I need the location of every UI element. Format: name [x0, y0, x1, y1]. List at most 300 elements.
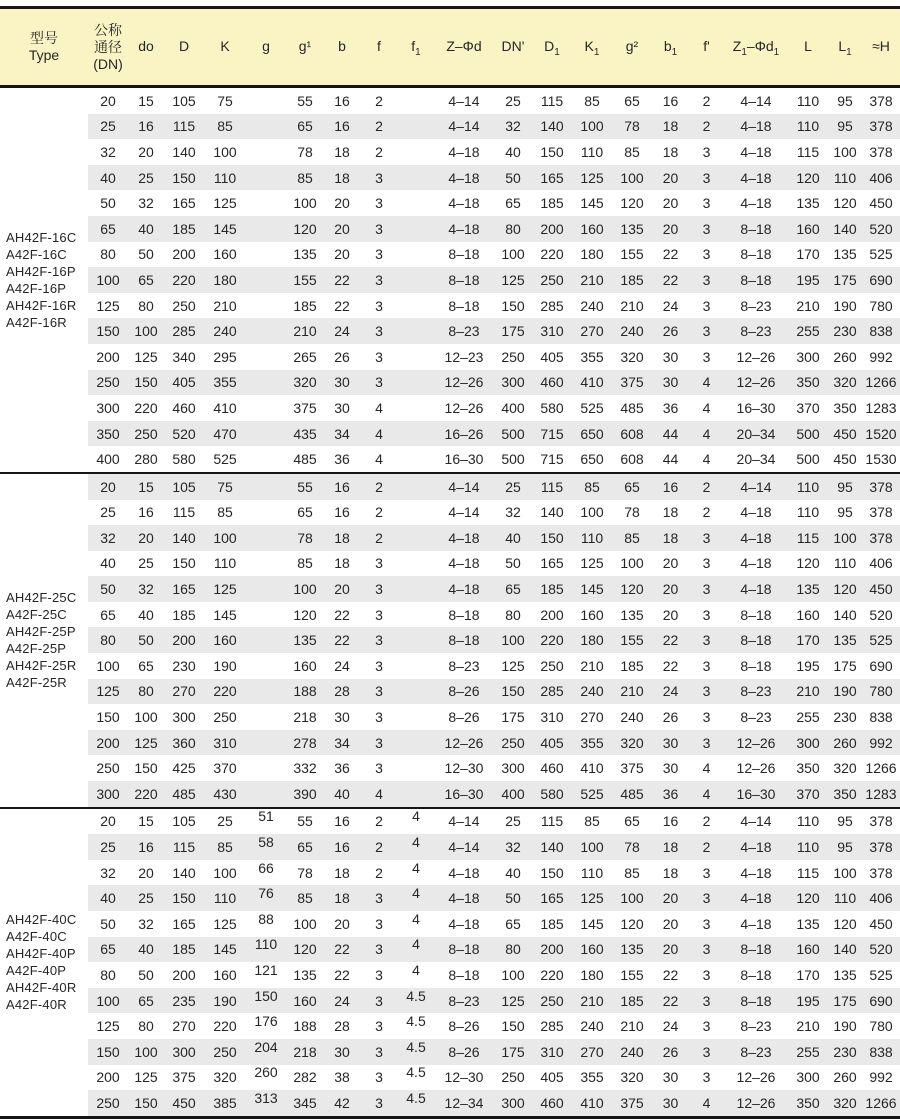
cell: 3: [702, 966, 711, 983]
cell: 66: [258, 859, 274, 876]
cell: 44: [652, 421, 689, 447]
cell: 4–14: [434, 473, 494, 500]
cell: [398, 653, 434, 679]
cell: 220: [128, 781, 164, 808]
cell: 8–23: [448, 657, 480, 674]
cell: 135: [293, 966, 317, 983]
cell: 3: [375, 1018, 383, 1035]
cell: 608: [620, 451, 644, 468]
cell: 992: [869, 348, 893, 365]
table-row: [0, 730, 900, 756]
column-header: K: [204, 8, 246, 87]
cell: 4: [375, 451, 383, 468]
cell: 78: [286, 525, 324, 551]
cell: 2: [360, 525, 398, 551]
cell: 378: [869, 504, 893, 521]
cell: [398, 500, 434, 526]
cell: [398, 679, 434, 705]
cell: 120: [788, 165, 828, 191]
column-header: $D_1$: [532, 8, 572, 87]
cell: 4: [360, 781, 398, 808]
cell: 28: [324, 679, 360, 705]
cell: 180: [204, 267, 246, 293]
cell: 2: [375, 143, 383, 160]
cell: [246, 704, 286, 730]
cell: 135: [293, 246, 317, 263]
cell: [246, 602, 286, 628]
cell: 190: [204, 988, 246, 1014]
cell: 3: [375, 606, 383, 623]
cell: 260: [833, 348, 857, 365]
cell: 145: [572, 576, 612, 602]
cell: 115: [532, 808, 572, 835]
cell: 170: [796, 966, 820, 983]
cell: 30: [324, 1039, 360, 1065]
cell: 121: [254, 961, 278, 978]
cell: 24: [324, 988, 360, 1014]
cell: [398, 139, 434, 165]
cell: 210: [612, 679, 652, 705]
table-row: [0, 885, 900, 911]
dn-header-line2: 通径: [94, 38, 122, 55]
cell: 345: [286, 1090, 324, 1117]
cell: 16: [128, 834, 164, 860]
cell: 8–23: [740, 1018, 772, 1035]
cell: 310: [532, 318, 572, 344]
cell: 4–18: [724, 165, 788, 191]
cell: 210: [572, 988, 612, 1014]
cell: 320: [828, 1090, 862, 1117]
cell: 50: [494, 885, 532, 911]
cell: 310: [532, 1039, 572, 1065]
cell: 78: [612, 114, 652, 140]
cell: 4–14: [434, 834, 494, 860]
cell: 240: [204, 318, 246, 344]
cell: 3: [702, 1018, 711, 1035]
cell: 40: [100, 555, 116, 572]
cell: 200: [540, 606, 564, 623]
table-row: [0, 370, 900, 396]
cell: 32: [100, 143, 116, 160]
cell: 110: [796, 504, 820, 521]
cell: [398, 730, 434, 756]
cell: 250: [501, 1069, 525, 1086]
table-row: [0, 679, 900, 705]
cell: 145: [213, 606, 237, 623]
table-row: [0, 627, 900, 653]
cell: 125: [134, 348, 158, 365]
cell: 120: [286, 937, 324, 963]
cell: 120: [788, 885, 828, 911]
cell: 285: [540, 297, 564, 314]
cell: [246, 114, 286, 140]
cell: 22: [334, 297, 350, 314]
cell: 78: [297, 864, 313, 881]
cell: 3: [702, 709, 711, 726]
cell: 105: [164, 808, 204, 835]
cell: 85: [286, 165, 324, 191]
cell: 4: [689, 781, 724, 808]
cell: 22: [662, 246, 679, 263]
cell: 405: [164, 370, 204, 396]
cell: 200: [164, 627, 204, 653]
cell: 40: [505, 864, 521, 881]
cell: 30: [652, 1090, 689, 1117]
column-header: $Z_1-\Phi d_1$: [724, 8, 788, 87]
cell: 125: [580, 555, 604, 572]
cell: 2: [360, 114, 398, 140]
cell: 300: [494, 370, 532, 396]
type-label: AH42F-16R: [6, 297, 77, 313]
cell: 285: [540, 1018, 564, 1035]
cell: 270: [572, 318, 612, 344]
cell: 12–26: [736, 348, 776, 365]
cell: 20: [662, 195, 679, 212]
cell: 1266: [862, 1090, 900, 1117]
cell: 320: [620, 1069, 644, 1086]
cell: 65: [297, 504, 313, 521]
cell: 250: [88, 1090, 128, 1117]
cell: 8–18: [740, 246, 772, 263]
cell: 135: [796, 195, 820, 212]
cell: 250: [213, 709, 237, 726]
type-header-en: Type: [28, 47, 60, 63]
table-row: [0, 293, 900, 319]
cell: 200: [172, 966, 196, 983]
cell: 25: [128, 885, 164, 911]
cell: 250: [96, 760, 120, 777]
cell: 18: [334, 555, 350, 572]
cell: [398, 781, 434, 808]
cell: 150: [246, 988, 286, 1014]
cell: 110: [204, 885, 246, 911]
cell: 410: [580, 760, 604, 777]
cell: 4–18: [724, 525, 788, 551]
cell: 16: [652, 808, 689, 835]
cell: 4–14: [448, 504, 480, 521]
cell: 176: [254, 1013, 278, 1030]
cell: 3: [360, 216, 398, 242]
cell: 58: [246, 834, 286, 860]
cell: 715: [540, 451, 564, 468]
table-row: [0, 242, 900, 268]
cell: 50: [505, 555, 521, 572]
cell: 150: [540, 864, 564, 881]
cell: 4–18: [724, 834, 788, 860]
cell: 115: [164, 114, 204, 140]
cell: [246, 318, 286, 344]
cell: 110: [828, 165, 862, 191]
cell: 120: [293, 606, 317, 623]
cell: 838: [862, 318, 900, 344]
cell: 50: [88, 576, 128, 602]
cell: [246, 446, 286, 473]
cell: 450: [164, 1090, 204, 1117]
cell: 50: [138, 966, 154, 983]
cell: 80: [128, 679, 164, 705]
cell: 3: [375, 760, 383, 777]
cell: 240: [612, 1039, 652, 1065]
cell: 40: [88, 165, 128, 191]
cell: 110: [788, 808, 828, 835]
cell: 150: [164, 885, 204, 911]
cell: 20: [138, 864, 154, 881]
cell: 78: [624, 504, 640, 521]
cell: 150: [128, 370, 164, 396]
table-row: [0, 500, 900, 526]
table-row: [0, 267, 900, 293]
cell: 100: [213, 864, 237, 881]
cell: [398, 551, 434, 577]
cell: 8–23: [740, 709, 772, 726]
cell: [398, 114, 434, 140]
cell: 3: [360, 370, 398, 396]
cell: 430: [204, 781, 246, 808]
cell: 210: [796, 297, 820, 314]
cell: 95: [828, 473, 862, 500]
cell: 95: [837, 504, 853, 521]
cell: 405: [532, 730, 572, 756]
cell: 125: [494, 267, 532, 293]
cell: 378: [869, 92, 893, 109]
cell: 220: [204, 679, 246, 705]
cell: 20: [662, 915, 679, 932]
cell: 25: [138, 555, 154, 572]
cell: 125: [572, 165, 612, 191]
cell: 100: [293, 915, 317, 932]
cell: 4–18: [434, 576, 494, 602]
cell: 4–14: [434, 808, 494, 835]
cell: 150: [128, 1090, 164, 1117]
cell: 300: [788, 730, 828, 756]
type-label: A42F-25P: [6, 641, 67, 657]
cell: 18: [334, 864, 350, 881]
cell: 32: [88, 525, 128, 551]
cell: 3: [360, 1090, 398, 1117]
cell: 110: [580, 864, 604, 881]
table-row: [0, 165, 900, 191]
cell: 8–18: [448, 246, 480, 263]
cell: 22: [324, 627, 360, 653]
cell: 65: [612, 808, 652, 835]
type-label-cell: [0, 808, 88, 1118]
cell: 270: [572, 1039, 612, 1065]
cell: [398, 602, 434, 628]
cell: [246, 576, 286, 602]
cell: 195: [796, 657, 820, 674]
type-label-cell: [0, 473, 88, 808]
cell: 3: [689, 730, 724, 756]
cell: 20: [652, 885, 689, 911]
cell: 255: [796, 709, 820, 726]
type-label: AH42F-25C: [6, 590, 77, 606]
cell: 78: [297, 143, 313, 160]
cell: 385: [204, 1090, 246, 1117]
column-header: L: [788, 8, 828, 87]
cell: 16–30: [444, 451, 484, 468]
cell: 3: [375, 246, 383, 263]
cell: 18: [652, 114, 689, 140]
cell: 3: [689, 679, 724, 705]
cell: 210: [620, 1018, 644, 1035]
cell: 525: [869, 246, 893, 263]
cell: [246, 344, 286, 370]
cell: 218: [286, 1039, 324, 1065]
cell: 220: [213, 1018, 237, 1035]
cell: 300: [501, 760, 525, 777]
cell: 115: [164, 834, 204, 860]
cell: 100: [572, 834, 612, 860]
cell: 3: [702, 143, 711, 160]
cell: [398, 576, 434, 602]
cell: 30: [662, 1069, 679, 1086]
cell: 125: [213, 195, 237, 212]
cell: 120: [620, 915, 644, 932]
cell: 525: [580, 399, 604, 416]
cell: 185: [540, 195, 564, 212]
cell: 3: [702, 195, 711, 212]
cell: 210: [572, 267, 612, 293]
cell: 780: [869, 1018, 893, 1035]
cell: 185: [540, 915, 564, 932]
cell: 4–18: [724, 576, 788, 602]
cell: 260: [254, 1064, 278, 1081]
cell: 190: [833, 297, 857, 314]
cell: 80: [100, 966, 116, 983]
cell: 410: [572, 1090, 612, 1117]
table-row: [0, 1013, 900, 1039]
cell: 65: [505, 915, 521, 932]
cell: 240: [580, 297, 604, 314]
type-label-cell: [0, 87, 88, 473]
type-label: A42F-16C: [6, 246, 67, 262]
cell: 3: [689, 267, 724, 293]
cell: 150: [532, 525, 572, 551]
column-header: g²: [612, 8, 652, 87]
cell: 500: [494, 421, 532, 447]
cell: 400: [501, 399, 525, 416]
cell: 4: [689, 1090, 724, 1117]
cell: 135: [612, 216, 652, 242]
cell: 185: [612, 988, 652, 1014]
cell: 16–30: [736, 399, 776, 416]
cell: 3: [360, 988, 398, 1014]
cell: 85: [572, 473, 612, 500]
column-header: D: [164, 8, 204, 87]
cell: 25: [128, 165, 164, 191]
cell: 25: [204, 808, 246, 835]
cell: 250: [532, 988, 572, 1014]
cell: 16: [324, 808, 360, 835]
cell: 2: [689, 808, 724, 835]
cell: 22: [662, 657, 679, 674]
cell: 185: [293, 297, 317, 314]
cell: 140: [828, 216, 862, 242]
cell: 200: [532, 937, 572, 963]
cell: [398, 395, 434, 421]
cell: 20: [662, 606, 679, 623]
cell: 150: [88, 1039, 128, 1065]
cell: 26: [652, 318, 689, 344]
cell: [246, 551, 286, 577]
cell: 190: [213, 657, 237, 674]
cell: 485: [620, 399, 644, 416]
cell: 410: [572, 370, 612, 396]
cell: [246, 395, 286, 421]
cell: 150: [540, 143, 564, 160]
cell: 20: [138, 143, 154, 160]
cell: 100: [501, 246, 525, 263]
cell: 3: [360, 679, 398, 705]
cell: 120: [833, 915, 857, 932]
cell: 690: [869, 657, 893, 674]
type-column-header: [0, 8, 88, 87]
cell: 12–26: [444, 399, 484, 416]
cell: 115: [788, 525, 828, 551]
table-row: [0, 781, 900, 808]
cell: 3: [702, 915, 711, 932]
cell: 4–14: [740, 92, 772, 109]
cell: 450: [869, 915, 893, 932]
cell: 185: [172, 606, 196, 623]
cell: 115: [172, 504, 196, 521]
cell: 160: [788, 937, 828, 963]
type-label: AH42F-25P: [6, 624, 76, 640]
cell: [246, 525, 286, 551]
cell: 100: [572, 114, 612, 140]
cell: 405: [540, 1069, 564, 1086]
cell: 8–18: [434, 267, 494, 293]
cell: 240: [620, 709, 644, 726]
cell: 210: [796, 1018, 820, 1035]
cell: 50: [128, 627, 164, 653]
cell: 32: [128, 576, 164, 602]
cell: 25: [88, 114, 128, 140]
cell: 15: [128, 473, 164, 500]
cell: 125: [96, 297, 120, 314]
valve-spec-table: [0, 6, 900, 1119]
cell: 2: [375, 92, 383, 109]
cell: 250: [540, 657, 564, 674]
cell: 140: [532, 834, 572, 860]
cell: [246, 139, 286, 165]
cell: 22: [324, 267, 360, 293]
cell: 282: [293, 1069, 317, 1086]
cell: [246, 216, 286, 242]
table-row: [0, 139, 900, 165]
cell: 55: [286, 808, 324, 835]
cell: 110: [204, 165, 246, 191]
cell: 32: [138, 195, 154, 212]
cell: 145: [204, 216, 246, 242]
cell: 85: [612, 525, 652, 551]
cell: 135: [612, 937, 652, 963]
cell: 105: [164, 473, 204, 500]
cell: 8–26: [434, 679, 494, 705]
cell: [246, 242, 286, 268]
cell: 525: [862, 627, 900, 653]
cell: 16: [138, 504, 154, 521]
cell: 12–26: [736, 760, 776, 777]
cell: 295: [213, 348, 237, 365]
cell: 125: [204, 576, 246, 602]
cell: 320: [620, 348, 644, 365]
cell: 3: [375, 709, 383, 726]
cell: 32: [138, 915, 154, 932]
table-row: [0, 190, 900, 216]
cell: 406: [862, 885, 900, 911]
cell: 500: [788, 421, 828, 447]
